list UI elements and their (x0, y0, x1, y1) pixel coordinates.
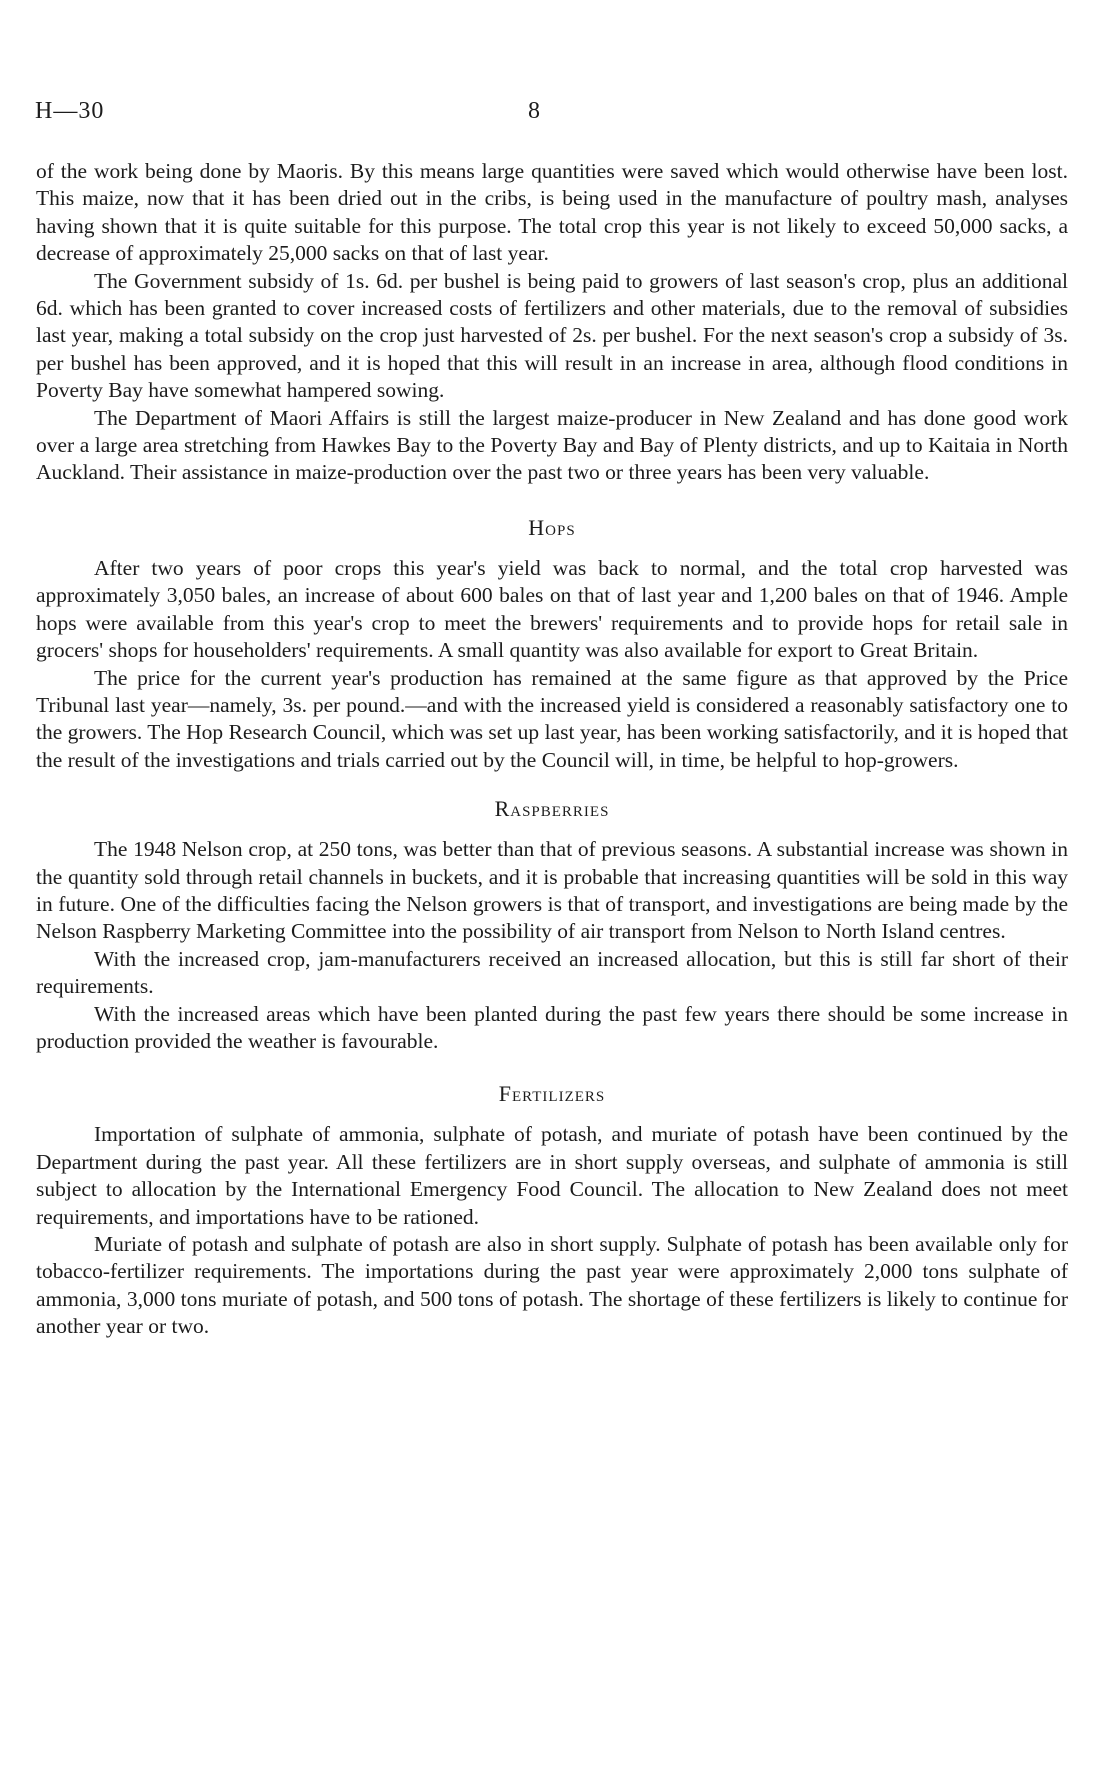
section-heading-raspberries: Raspberries (494, 796, 610, 822)
document-reference: H—30 (35, 98, 105, 124)
fertilizers-section (36, 1081, 1068, 1340)
body-text (36, 158, 1068, 1341)
paragraph: With the increased crop, jam-manufacturers received an increased allocation, but this is still far short of their requirements. (36, 946, 1068, 999)
paragraph: Muriate of potash and sulphate of potash are also in short supply. Sulphate of potash has been available only for tobacco-fertilizer requirements. The importations during the past year were approximately 2,000 tons sulphate of ammonia, 3,000 tons muriate of potash, and 500 tons of potash. The shortage of these fertilizers is likely to continue for another year or two. (36, 1232, 1068, 1339)
paragraph: of the work being done by Maoris. By this means large quantities were saved which would otherwise have been lost. This maize, now that it has been dried out in the cribs, is being used in the manufacture of poultry mash, analyses having shown that it is quite suitable for this purpose. The total crop this year is not likely to exceed 50,000 sacks, a decrease of approximately 25,000 sacks on that of last year. (36, 159, 1068, 266)
section-heading-hops: Hops (528, 514, 576, 540)
hops-section (36, 515, 1068, 774)
paragraph: With the increased areas which have been planted during the past few years there should be some increase in production provided the weather is favourable. (36, 1001, 1068, 1053)
paragraph: The Department of Maori Affairs is still the largest maize-producer in New Zealand and has done good work over a large area stretching from Hawkes Bay to the Poverty Bay and Bay of Plenty districts, and up to Kaitaia in North Auckland. Their assistance in maize-production over the past two or three years has been very valuable. (36, 405, 1068, 485)
paragraph: The price for the current year's production has remained at the same figure as that approved by the Price Tribunal last year—namely, 3s. per pound.—and with the increased yield is considered a reasonably satisfactory one to the growers. The Hop Research Council, which was set up last year, has been working satisfactorily, and it is hoped that the result of the investigations and trials carried out by the Council will, in time, be helpful to hop-growers. (36, 665, 1068, 772)
raspberries-section (36, 796, 1068, 1055)
paragraph: The Government subsidy of 1s. 6d. per bushel is being paid to growers of last season's crop, plus an additional 6d. which has been granted to cover increased costs of fertilizers and other materials, due to the removal of subsidies last year, making a total subsidy on the crop just harvested of 2s. per bushel. For the next season's crop a subsidy of 3s. per bushel has been approved, and it is hoped that this will result in an increase in area, although flood conditions in Poverty Bay have somewhat hampered sowing. (36, 268, 1068, 403)
page-number: 8 (528, 98, 540, 124)
paragraph: After two years of poor crops this year's yield was back to normal, and the total crop harvested was approximately 3,050 bales, an increase of about 600 bales on that of last year and 1,200 bales on that of 1946. Ample hops were available from this year's crop to meet the brewers' requirements and to provide hops for retail sale in grocers' shops for householders' requirements. A small quantity was also available for export to Great Britain. (36, 555, 1068, 663)
maize-section (36, 158, 1068, 487)
paragraph: The 1948 Nelson crop, at 250 tons, was better than that of previous seasons. A substantial increase was shown in the quantity sold through retail channels in buckets, and it is probable that increasing quantities will be sold in this way in future. One of the difficulties facing the Nelson growers is that of transport, and investigations are being made by the Nelson Raspberry Marketing Committee into the possibility of air transport from Nelson to North Island centres. (36, 837, 1068, 944)
paragraph: Importation of sulphate of ammonia, sulphate of potash, and muriate of potash have been continued by the Department during the past year. All these fertilizers are in short supply overseas, and sulphate of ammonia is still subject to allocation by the International Emergency Food Council. The allocation to New Zealand does not meet requirements, and importations have to be rationed. (36, 1122, 1068, 1229)
section-heading-fertilizers: Fertilizers (498, 1081, 606, 1107)
